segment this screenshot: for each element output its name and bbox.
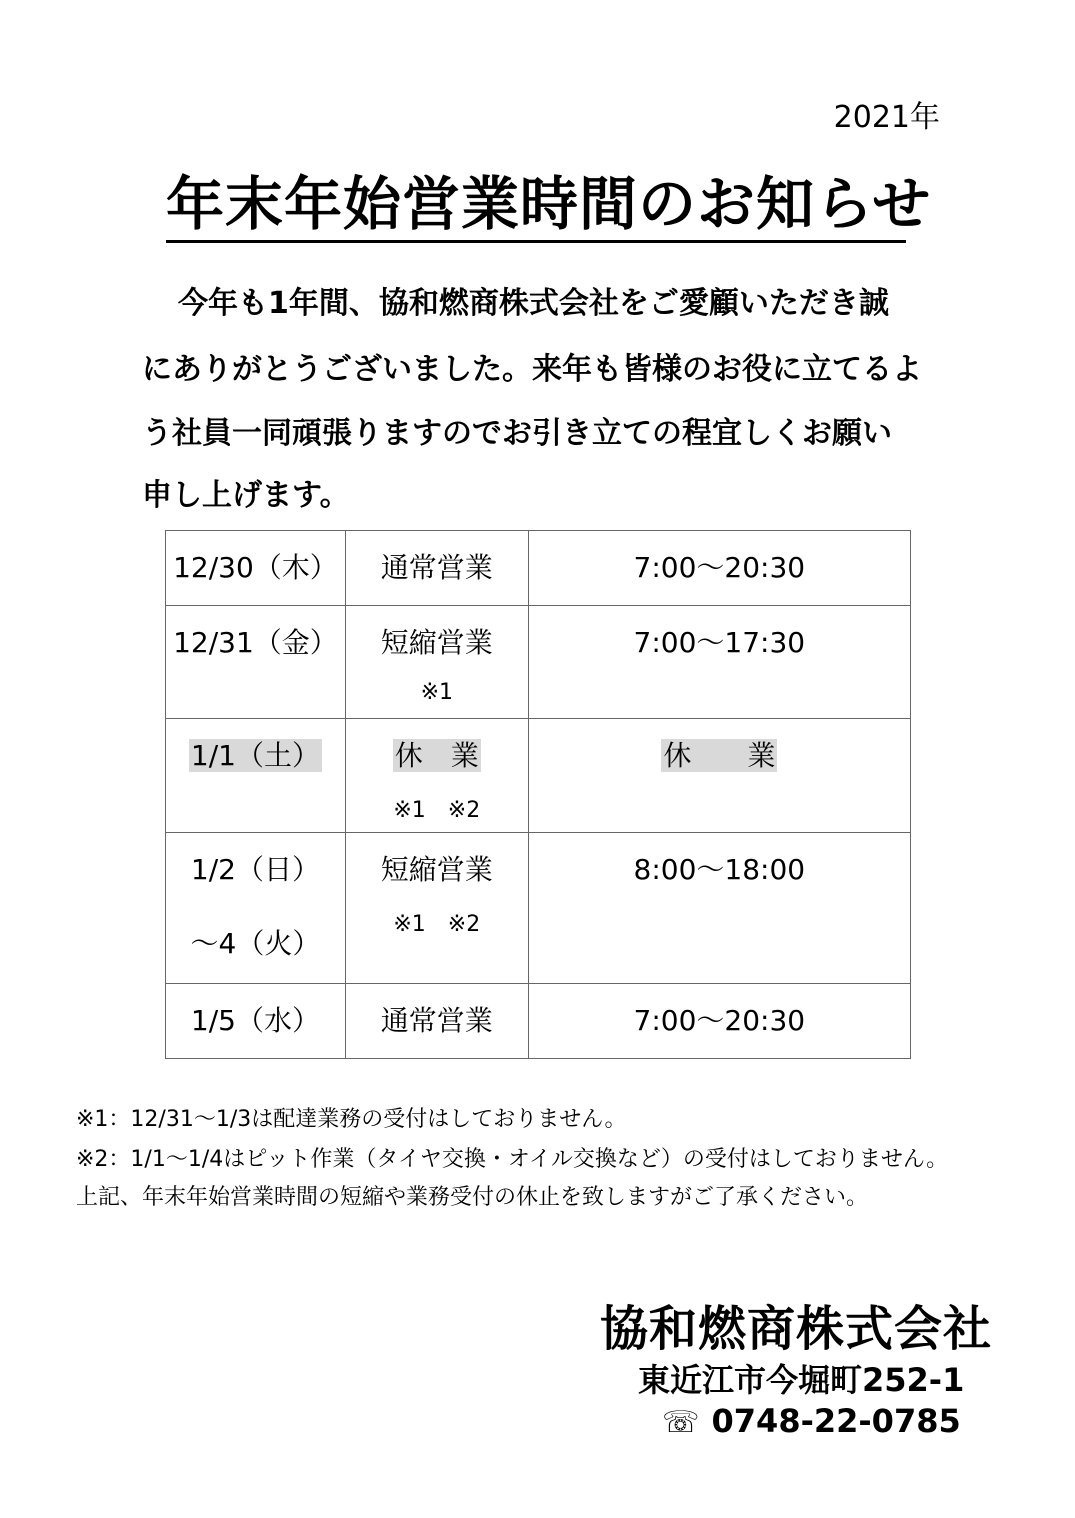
footnote-2: ※2：1/1～1/4はピット作業（タイヤ交換・オイル交換など）の受付はしておりません。 [76,1147,949,1172]
date-text: 12/31（金） [173,626,338,659]
table-row [166,833,911,984]
hours-cell [528,833,910,984]
status-cell [345,984,528,1059]
footnote-3: 上記、年末年始営業時間の短縮や業務受付の休止を致しますがご了承ください。 [76,1185,869,1210]
footnote-ref: ※1 ※2 [393,912,481,937]
status-cell [345,833,528,984]
year-label: 2021年 [833,100,940,135]
table-row [166,984,911,1059]
hours-text: 7:00～20:30 [633,1004,806,1037]
hours-cell [528,719,910,833]
status-text: 短縮営業 [380,626,493,659]
table-row [166,606,911,719]
hours-cell [528,531,910,606]
date-cell [166,719,346,833]
status-cell [345,606,528,719]
status-cell [345,719,528,833]
status-text: 通常営業 [380,1004,493,1037]
table-row [166,531,911,606]
status-text: 短縮営業 [380,853,493,886]
phone-number: 0748-22-0785 [711,1402,961,1440]
footnote-ref: ※1 ※2 [393,798,481,823]
date-cell [166,606,346,719]
company-address: 東近江市今堀町252-1 [638,1361,965,1399]
company-name: 協和燃商株式会社 [600,1301,993,1357]
status-cell [345,531,528,606]
date-text: 1/2（日） [190,853,320,886]
telephone-icon: ☏ [662,1405,700,1440]
body-line-1: 今年も1年間、協和燃商株式会社をご愛顧いただき誠 [178,286,889,321]
date-text: 12/30（木） [173,551,338,584]
footnote-ref: ※1 [420,680,454,705]
status-text: 通常営業 [380,551,493,584]
date-text: 1/1（土） [190,739,320,772]
status-text: 休 業 [394,739,479,772]
body-line-2: にありがとうございました。来年も皆様のお役に立てるよ [142,352,922,387]
date-range-end: ～4（火） [190,927,321,960]
hours-text: 8:00～18:00 [633,853,806,886]
hours-cell [528,606,910,719]
date-cell [166,833,346,984]
schedule-table [165,530,911,1059]
date-cell [166,984,346,1059]
body-line-3: う社員一同頑張りますのでお引き立ての程宜しくお願い [142,416,892,451]
hours-cell [528,984,910,1059]
hours-text: 7:00～20:30 [633,551,806,584]
footnote-1: ※1：12/31～1/3は配達業務の受付はしておりません。 [76,1107,627,1132]
body-line-4: 申し上げます。 [142,478,350,513]
hours-text: 休 業 [663,739,776,772]
company-phone [662,1402,961,1440]
hours-text: 7:00～17:30 [633,626,806,659]
date-text: 1/5（水） [190,1004,320,1037]
date-cell [166,531,346,606]
page-title: 年末年始営業時間のお知らせ [166,168,906,243]
table-row [166,719,911,833]
